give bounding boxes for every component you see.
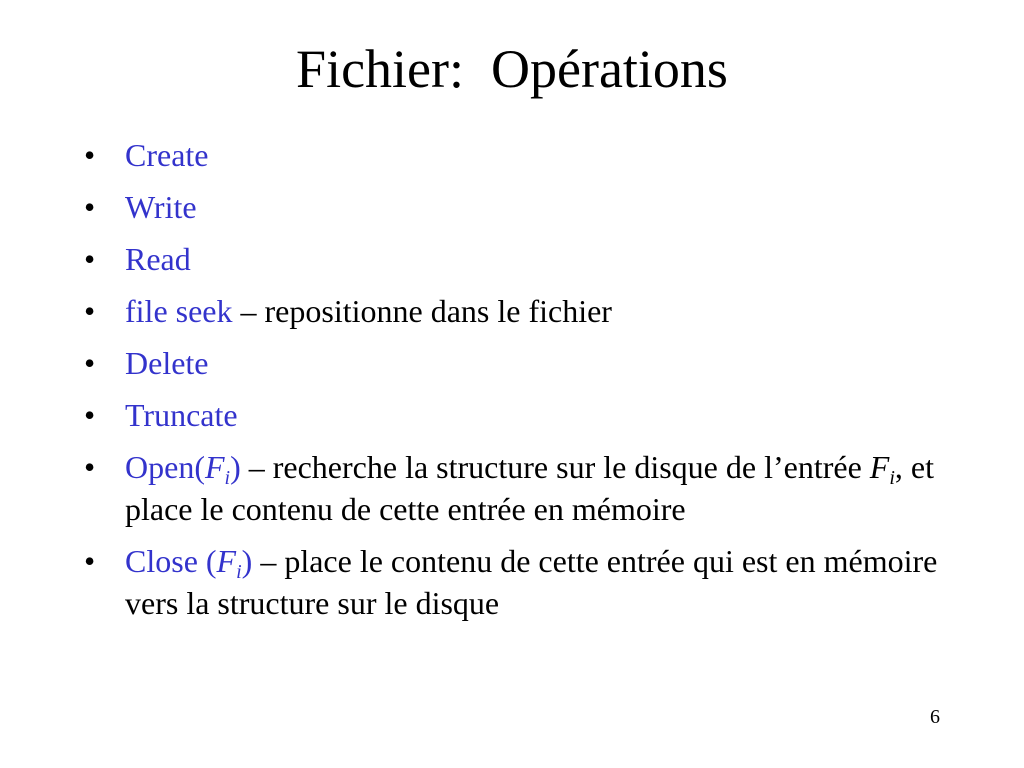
operation-term: Truncate [125, 397, 238, 433]
bullet-icon: • [84, 345, 96, 381]
operation-term: Read [125, 241, 191, 277]
list-item-truncate [84, 394, 964, 436]
bullet-icon: • [84, 137, 96, 173]
term-prefix: Open( [125, 449, 205, 485]
operation-term: Create [125, 137, 209, 173]
variable-name: F [204, 449, 225, 485]
operation-description: – recherche la structure sur le disque de l’entrée [240, 449, 870, 485]
list-item-delete [84, 342, 964, 384]
operation-term [125, 449, 241, 489]
operation-term [125, 543, 253, 583]
page-number: 6 [930, 706, 940, 728]
list-item-close [84, 540, 964, 624]
operation-description-continued: , et place le contenu de cette entrée en mémoire [125, 449, 934, 527]
list-item-write [84, 186, 964, 228]
variable-subscript: i [224, 467, 231, 489]
bullet-icon: • [84, 293, 96, 329]
operation-term: Write [125, 189, 197, 225]
list-item-file-seek [84, 290, 964, 332]
list-item-read [84, 238, 964, 280]
bullet-list [84, 134, 964, 634]
bullet-icon: • [84, 449, 96, 485]
operation-term: Delete [125, 345, 209, 381]
operation-description: – place le contenu de cette entrée qui est en mémoire vers la structure sur le disque [125, 543, 938, 621]
variable-subscript: i [889, 467, 895, 489]
bullet-icon: • [84, 397, 96, 433]
list-item-create [84, 134, 964, 176]
bullet-icon: • [84, 543, 96, 579]
operation-description: – repositionne dans le fichier [232, 293, 612, 329]
bullet-icon: • [84, 189, 96, 225]
list-item-open [84, 446, 964, 530]
slide-title: Fichier: Opérations [296, 39, 728, 99]
bullet-icon: • [84, 241, 96, 277]
term-suffix: ) [241, 543, 253, 579]
term-prefix: Close ( [125, 543, 217, 579]
variable-subscript: i [236, 561, 242, 583]
term-suffix: ) [230, 449, 241, 485]
variable-name: F [869, 449, 890, 485]
variable-name: F [216, 543, 237, 579]
operation-term: file seek [125, 293, 233, 329]
